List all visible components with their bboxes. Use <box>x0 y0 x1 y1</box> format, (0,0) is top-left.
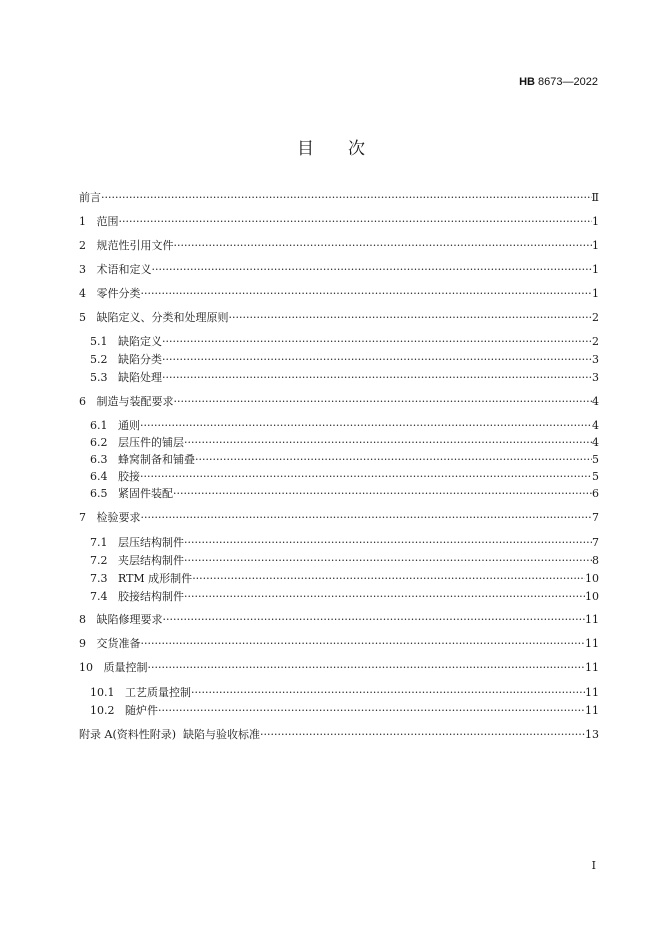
toc-dot-leader <box>140 418 592 434</box>
toc-entry-number: 6.3 <box>90 453 108 466</box>
toc-entry-label: 缺陷修理要求 <box>96 613 163 626</box>
toc-entry-page: 1 <box>592 263 599 276</box>
toc-subentry[interactable] <box>90 486 599 502</box>
toc-dot-leader <box>141 510 593 526</box>
toc-entry-label: RTM 成形制件 <box>118 572 193 585</box>
toc-entry[interactable] <box>79 510 599 526</box>
toc-dot-leader <box>173 486 592 502</box>
toc-entry-page: 11 <box>585 637 599 650</box>
toc-entry-page: 2 <box>592 311 599 324</box>
standard-code-prefix: HB <box>519 76 535 88</box>
toc-dot-leader <box>184 535 592 551</box>
toc-entry-page: 2 <box>592 335 599 348</box>
toc-entry-number: 6.4 <box>90 470 108 483</box>
toc-entry-label: 蜂窝制备和铺叠 <box>118 453 195 466</box>
toc-entry-page: 10 <box>585 572 599 585</box>
toc-entry[interactable] <box>79 636 599 652</box>
toc-entry-label: 规范性引用文件 <box>96 239 174 252</box>
toc-entry-page: 8 <box>592 554 599 567</box>
toc-dot-leader <box>119 214 593 230</box>
toc-entry-label: 零件分类 <box>96 287 141 300</box>
standard-code <box>519 76 598 88</box>
toc-entry-label: 工艺质量控制 <box>125 686 191 699</box>
toc-entry-label: 附录 A(资料性附录) 缺陷与验收标准 <box>79 728 261 741</box>
toc-dot-leader <box>140 469 592 485</box>
toc-entry-label: 胶接结构制件 <box>118 590 184 603</box>
toc-entry-number: 7.4 <box>90 590 108 603</box>
toc-subentry[interactable] <box>90 452 599 468</box>
toc-entry-annex[interactable] <box>79 727 599 743</box>
toc-subentry[interactable] <box>90 553 599 569</box>
toc-entry-label: 夹层结构制件 <box>118 554 184 567</box>
toc-dot-leader <box>229 310 593 326</box>
toc-entry-number: 10 <box>79 661 93 674</box>
toc-dot-leader <box>163 612 586 628</box>
toc-dot-leader <box>191 685 585 701</box>
toc-entry-page: 3 <box>592 371 599 384</box>
toc-entry-page: 4 <box>592 419 599 432</box>
toc-dot-leader <box>141 636 586 652</box>
toc-entry-label: 胶接 <box>118 470 140 483</box>
toc-entry[interactable] <box>79 310 599 326</box>
toc-entry[interactable] <box>79 660 599 676</box>
toc-dot-leader <box>141 286 593 302</box>
toc-entry[interactable] <box>79 394 599 410</box>
toc-entry-label: 前言 <box>79 191 101 204</box>
toc-entry-page: 11 <box>585 613 599 626</box>
toc-entry[interactable] <box>79 214 599 230</box>
toc-entry-label: 检验要求 <box>96 511 141 524</box>
toc-entry-number: 5.3 <box>90 371 108 384</box>
toc-entry-number: 3 <box>79 263 86 276</box>
toc-entry[interactable] <box>79 238 599 254</box>
toc-subentry[interactable] <box>90 469 599 485</box>
toc-dot-leader <box>192 571 585 587</box>
toc-entry-page: 11 <box>585 661 599 674</box>
toc-subentry[interactable] <box>90 571 599 587</box>
page-number: I <box>591 859 596 872</box>
toc-dot-leader <box>260 727 585 743</box>
toc-entry-page: 7 <box>592 536 599 549</box>
standard-code-number: 8673—2022 <box>535 76 598 88</box>
toc-entry-number: 10.1 <box>90 686 115 699</box>
toc-dot-leader <box>184 435 592 451</box>
toc-entry-number: 1 <box>79 215 86 228</box>
toc-entry-page: 11 <box>585 686 599 699</box>
toc-entry-number: 4 <box>79 287 86 300</box>
toc-entry-number: 5.2 <box>90 353 108 366</box>
toc-entry-number: 5.1 <box>90 335 108 348</box>
toc-dot-leader <box>162 352 592 368</box>
toc-entry-label: 范围 <box>96 215 119 228</box>
toc-entry-page: Ⅱ <box>591 191 599 204</box>
toc-entry-page: 5 <box>592 470 599 483</box>
toc-entry-number: 10.2 <box>90 704 115 717</box>
toc-subentry[interactable] <box>90 352 599 368</box>
toc-entry-page: 7 <box>592 511 599 524</box>
toc-entry-label: 缺陷定义 <box>118 335 162 348</box>
toc-entry-label: 制造与装配要求 <box>96 395 174 408</box>
toc-entry-number: 9 <box>79 637 86 650</box>
toc-entry-label: 缺陷处理 <box>118 371 162 384</box>
toc-subentry[interactable] <box>90 334 599 350</box>
toc-entry-number: 7 <box>79 511 86 524</box>
toc-dot-leader <box>184 589 585 605</box>
toc-entry[interactable] <box>79 262 599 278</box>
toc-entry-number: 2 <box>79 239 86 252</box>
toc-entry-number: 8 <box>79 613 86 626</box>
toc-entry-page: 10 <box>585 590 599 603</box>
page-title: 目次 <box>297 139 399 159</box>
toc-dot-leader <box>162 334 592 350</box>
toc-entry-label: 随炉件 <box>125 704 158 717</box>
toc-entry-label: 交货准备 <box>96 637 141 650</box>
toc-entry-page: 1 <box>592 239 599 252</box>
toc-dot-leader <box>152 262 593 278</box>
toc-subentry[interactable] <box>90 685 599 701</box>
toc-entry-number: 7.3 <box>90 572 108 585</box>
toc-entry-page: 13 <box>585 728 599 741</box>
toc-dot-leader <box>101 190 592 206</box>
toc-entry-label: 层压件的铺层 <box>118 436 184 449</box>
toc-entry-page: 1 <box>592 287 599 300</box>
toc-dot-leader <box>162 370 592 386</box>
toc-entry-number: 7.2 <box>90 554 108 567</box>
toc-subentry[interactable] <box>90 418 599 434</box>
toc-dot-leader <box>174 394 593 410</box>
toc-subentry[interactable] <box>90 703 599 719</box>
toc-dot-leader <box>195 452 592 468</box>
toc-subentry[interactable] <box>90 370 599 386</box>
toc-dot-leader <box>174 238 593 254</box>
toc-entry-label: 术语和定义 <box>96 263 152 276</box>
toc-entry-label: 层压结构制件 <box>118 536 184 549</box>
toc-entry[interactable] <box>79 286 599 302</box>
toc-subentry[interactable] <box>90 535 599 551</box>
toc-entry-page: 6 <box>592 487 599 500</box>
toc-dot-leader <box>184 553 592 569</box>
toc-entry-number: 6 <box>79 395 86 408</box>
toc-entry-label: 质量控制 <box>103 661 148 674</box>
toc-entry-number: 5 <box>79 311 86 324</box>
toc-entry-number: 6.5 <box>90 487 108 500</box>
toc-dot-leader <box>158 703 585 719</box>
toc-entry-number: 7.1 <box>90 536 108 549</box>
toc-entry[interactable] <box>79 612 599 628</box>
toc-subentry[interactable] <box>90 589 599 605</box>
toc-entry-label: 紧固件装配 <box>118 487 173 500</box>
toc-subentry[interactable] <box>90 435 599 451</box>
toc-entry-foreword[interactable] <box>79 190 599 206</box>
toc-entry-page: 11 <box>585 704 599 717</box>
toc-entry-label: 缺陷分类 <box>118 353 162 366</box>
toc-entry-page: 3 <box>592 353 599 366</box>
toc-entry-label: 通则 <box>118 419 140 432</box>
toc-entry-page: 4 <box>592 395 599 408</box>
toc-entry-page: 1 <box>592 215 599 228</box>
toc-entry-number: 6.1 <box>90 419 108 432</box>
toc-entry-label: 缺陷定义、分类和处理原则 <box>96 311 229 324</box>
toc-entry-page: 4 <box>592 436 599 449</box>
toc-entry-page: 5 <box>592 453 599 466</box>
toc-entry-number: 6.2 <box>90 436 108 449</box>
toc-dot-leader <box>148 660 586 676</box>
